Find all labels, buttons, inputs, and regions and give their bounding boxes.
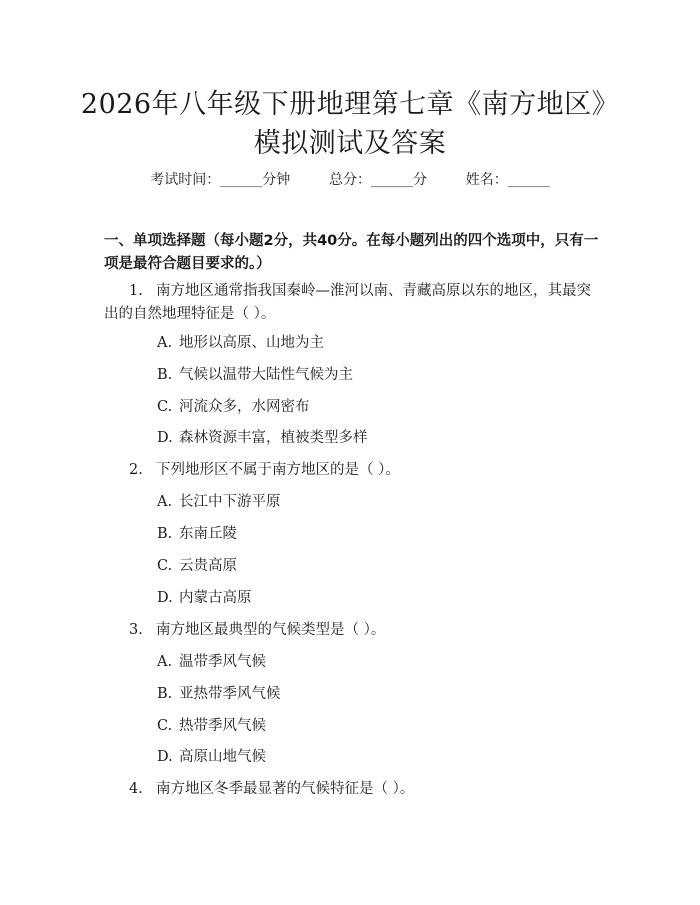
question-number: 3.: [129, 622, 143, 638]
question-1: [104, 280, 604, 326]
option-text: 长江中下游平原: [179, 494, 281, 510]
question-3-option-c[interactable]: [157, 716, 266, 736]
question-4: [104, 778, 604, 801]
question-text: 南方地区最典型的气候类型是（ ）。: [156, 622, 386, 638]
option-text: 河流众多，水网密布: [179, 399, 310, 415]
question-text: 南方地区冬季最显著的气候特征是（ ）。: [156, 781, 415, 797]
option-label: C.: [157, 558, 173, 574]
option-label: D.: [157, 590, 173, 606]
option-text: 森林资源丰富，植被类型多样: [179, 430, 368, 446]
question-number: 4.: [129, 781, 143, 797]
question-1-option-c[interactable]: [157, 397, 310, 417]
exam-title-line-1: 2026年八年级下册地理第七章《南方地区》: [80, 89, 620, 120]
exam-meta: [0, 169, 700, 189]
option-label: C.: [157, 718, 173, 734]
question-2-option-a[interactable]: [157, 492, 281, 512]
question-2-option-c[interactable]: [157, 556, 237, 576]
exam-title-line-2: 模拟测试及答案: [253, 128, 447, 159]
option-label: D.: [157, 749, 173, 765]
question-1-option-a[interactable]: [157, 333, 324, 353]
question-3-option-b[interactable]: [157, 684, 281, 704]
option-label: B.: [157, 526, 173, 542]
question-2-option-b[interactable]: [157, 524, 237, 544]
question-text: 下列地形区不属于南方地区的是（ ）。: [156, 462, 400, 478]
option-text: 亚热带季风气候: [179, 686, 281, 702]
option-label: C.: [157, 399, 173, 415]
question-2: [104, 459, 604, 482]
question-3-option-a[interactable]: [157, 652, 266, 672]
question-number: 2.: [129, 462, 143, 478]
question-3: [104, 619, 604, 642]
option-label: A.: [157, 335, 173, 351]
option-text: 高原山地气候: [179, 749, 266, 765]
option-text: 东南丘陵: [179, 526, 237, 542]
question-2-option-d[interactable]: [157, 588, 252, 608]
exam-name-field: 姓名：______: [465, 172, 550, 188]
option-label: B.: [157, 367, 173, 383]
question-text: 南方地区通常指我国秦岭—淮河以南、青藏高原以东的地区，其最突出的自然地理特征是（ ）。: [104, 283, 591, 322]
exam-score-field: 总分：______分: [329, 172, 427, 188]
option-text: 地形以高原、山地为主: [179, 335, 324, 351]
option-label: B.: [157, 686, 173, 702]
exam-time-field: 考试时间：______分钟: [150, 172, 291, 188]
question-1-option-b[interactable]: [157, 365, 353, 385]
option-label: D.: [157, 430, 173, 446]
option-text: 云贵高原: [179, 558, 237, 574]
section-heading-single-choice: 一、单项选择题（每小题2分，共40分。在每小题列出的四个选项中，只有一项是最符合题目要求的。）: [104, 233, 599, 272]
option-label: A.: [157, 654, 173, 670]
option-text: 内蒙古高原: [179, 590, 252, 606]
question-1-option-d[interactable]: [157, 428, 368, 448]
option-text: 温带季风气候: [179, 654, 266, 670]
option-text: 气候以温带大陆性气候为主: [179, 367, 353, 383]
question-3-option-d[interactable]: [157, 747, 266, 767]
question-number: 1.: [129, 283, 143, 299]
option-text: 热带季风气候: [179, 718, 266, 734]
option-label: A.: [157, 494, 173, 510]
